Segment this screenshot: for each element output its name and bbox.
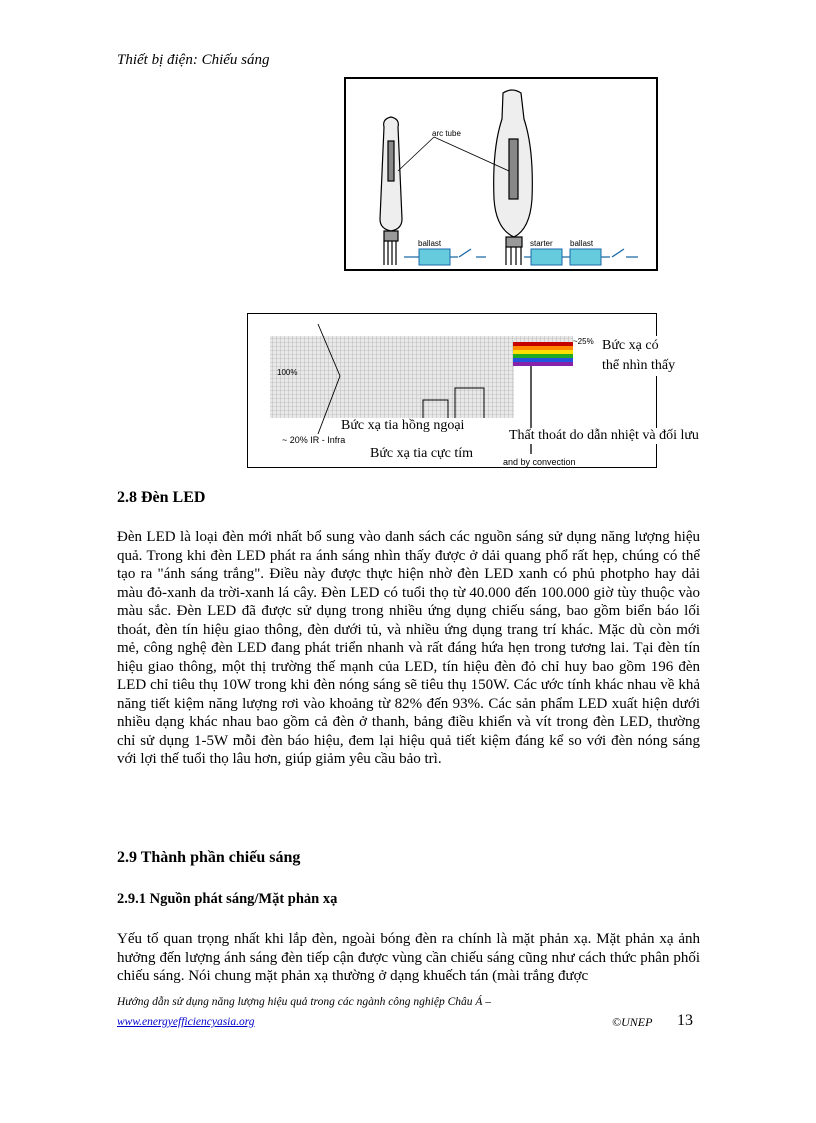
- ir-percent: ~ 20% IR - Infra: [282, 435, 346, 445]
- section-heading-led: 2.8 Đèn LED: [117, 489, 206, 506]
- visible-percent: ~25%: [573, 337, 594, 346]
- footer-guide: Hướng dẫn sử dụng năng lượng hiệu quả trong các ngành công nghiệp Châu Á –: [117, 996, 492, 1008]
- lamp-diagram: [346, 79, 656, 269]
- page-header: Thiết bị điện: Chiếu sáng: [117, 52, 270, 68]
- footer-copyright: ©UNEP: [612, 1015, 653, 1029]
- ballast-box-left: [419, 249, 450, 265]
- lamp-diagram-figure: [344, 77, 658, 271]
- ballast-label-left: ballast: [418, 239, 442, 248]
- starter-box: [531, 249, 562, 265]
- reflector-paragraph: Yếu tố quan trọng nhất khi lắp đèn, ngoài bóng đèn ra chính là mặt phản xạ. Mặt phản xạ ảnh hưởng đến lượng ánh sáng đèn tiếp cận được vùng cần chiếu sáng cũng như cách thức phân phối chiếu sáng. Nói chung mặt phản xạ thường ở dạng khuếch tán (mài trắng được: [117, 931, 700, 984]
- section-heading-components: 2.9 Thành phần chiếu sáng: [117, 849, 301, 866]
- visible-radiation-label: Bức xạ có thể nhìn thấy: [602, 336, 678, 376]
- heat-loss-label: Thất thoát do dẫn nhiệt và đối lưu: [509, 428, 699, 443]
- page-number: 13: [677, 1012, 693, 1029]
- left-lamp: [380, 117, 402, 265]
- energy-distribution-figure: [247, 313, 699, 468]
- ultraviolet-label: Bức xạ tia cực tím: [370, 446, 474, 461]
- infrared-label: Bức xạ tia hồng ngoại: [341, 418, 465, 433]
- right-lamp: [494, 90, 533, 265]
- percent-100: 100%: [277, 368, 298, 377]
- arc-tube-label: arc tube: [432, 129, 461, 138]
- footer-link[interactable]: www.energyefficiencyasia.org: [117, 1016, 255, 1028]
- subsection-heading-reflector: 2.9.1 Nguồn phát sáng/Mặt phản xạ: [117, 891, 338, 907]
- convection-text: and by convection: [503, 457, 576, 467]
- led-paragraph: Đèn LED là loại đèn mới nhất bổ sung vào danh sách các nguồn sáng sử dụng năng lượng hiệu quả. Trong khi đèn LED phát ra ánh sáng nhìn thấy được ở dải quang phổ rất hẹp, chúng có thể tạo ra "ánh sáng trắng". Điều này được thực hiện nhờ đèn LED xanh có phủ photpho hay dải màu đỏ-xanh da trời-xanh lá cây. Đèn LED có tuổi thọ từ 40.000 đến 100.000 giờ tùy thuộc vào màu sắc. Đèn LED đã được sử dụng trong nhiều ứng dụng chiếu sáng, bao gồm biển báo lối thoát, đèn tín hiệu giao thông, đèn dưới tủ, và nhiều ứng dụng trang trí khác. Mặc dù còn mới mẻ, công nghệ đèn LED đang phát triển nhanh và rất đáng hứa hẹn trong tương lai. Tại đèn tín hiệu giao thông, một thị trường thế mạnh của LED, tín hiệu đèn đỏ chỉ huy bao gồm 196 đèn LED chỉ tiêu thụ 10W trong khi đèn nóng sáng sẽ tiêu thụ 150W. Các ước tính khác nhau về khả năng tiết kiệm năng lượng rơi vào khoảng từ 82% đến 93%. Các sản phẩm LED xuất hiện dưới nhiều dạng khác nhau bao gồm cả đèn ở thanh, bảng điều khiển và vít trong đèn LED, thường chỉ sử dụng 1-5W mỗi đèn báo hiệu, đem lại hiệu quả tiết kiệm đáng kể so với đèn nóng sáng với lợi thế tuổi thọ lâu hơn, giúp giảm yêu cầu bảo trì.: [117, 529, 700, 767]
- ballast-label-right: ballast: [570, 239, 594, 248]
- starter-label: starter: [530, 239, 553, 248]
- ballast-box-right: [570, 249, 601, 265]
